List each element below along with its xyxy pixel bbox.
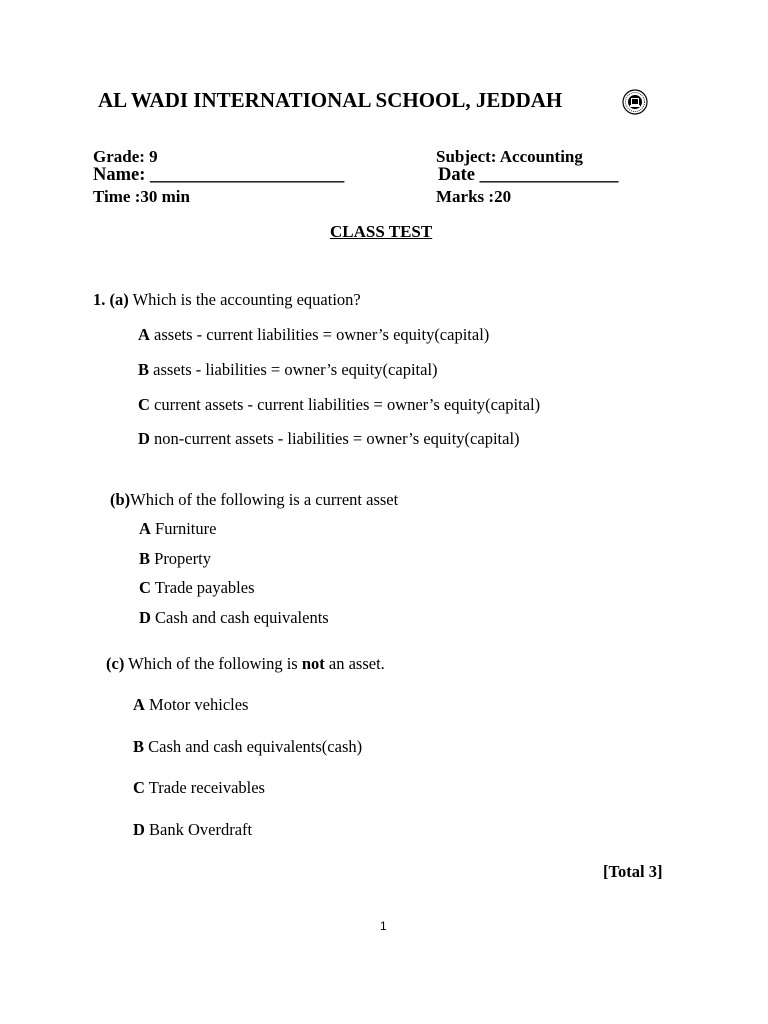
option-letter: A bbox=[138, 325, 150, 344]
marks-label: Marks :20 bbox=[436, 187, 512, 206]
question-text: Which of the following is bbox=[124, 654, 302, 673]
option-1a-b bbox=[138, 360, 438, 380]
question-text: Which is the accounting equation? bbox=[128, 290, 361, 309]
option-1b-b bbox=[139, 549, 211, 569]
option-1c-a bbox=[133, 695, 248, 715]
page-number: 1 bbox=[380, 919, 387, 933]
option-text: current assets - current liabilities = owner’s equity(capital) bbox=[149, 395, 541, 414]
option-letter: C bbox=[139, 578, 151, 597]
option-text: Furniture bbox=[150, 519, 217, 538]
option-1a-a bbox=[138, 325, 489, 345]
question-text: Which of the following is a current asset bbox=[130, 490, 399, 509]
question-text: an asset. bbox=[324, 654, 385, 673]
option-text: assets - liabilities = owner’s equity(capital) bbox=[149, 360, 438, 379]
time-label: Time :30 min bbox=[93, 187, 190, 206]
option-1a-d bbox=[138, 429, 520, 449]
option-1b-d bbox=[139, 608, 329, 628]
name-field-label: Name: _____________________ bbox=[93, 165, 345, 185]
option-text: Bank Overdraft bbox=[144, 820, 253, 839]
question-1b bbox=[110, 490, 398, 510]
question-number: (c) bbox=[106, 654, 125, 673]
option-text: Trade payables bbox=[150, 578, 255, 597]
question-1a bbox=[93, 290, 361, 310]
question-number: 1. (a) bbox=[93, 290, 129, 309]
option-1c-d bbox=[133, 820, 252, 840]
option-text: Cash and cash equivalents bbox=[150, 608, 329, 627]
grade-label: Grade: 9 bbox=[93, 147, 158, 166]
option-letter: B bbox=[139, 549, 151, 568]
option-1c-c bbox=[133, 778, 265, 798]
option-letter: B bbox=[138, 360, 150, 379]
option-letter: C bbox=[138, 395, 150, 414]
option-text: Property bbox=[150, 549, 211, 568]
option-text: Cash and cash equivalents(cash) bbox=[144, 737, 363, 756]
test-title: CLASS TEST bbox=[330, 222, 433, 241]
option-letter: D bbox=[139, 608, 151, 627]
option-text: Motor vehicles bbox=[144, 695, 249, 714]
option-letter: D bbox=[138, 429, 150, 448]
question-1c bbox=[106, 654, 385, 674]
school-name: AL WADI INTERNATIONAL SCHOOL, JEDDAH bbox=[98, 88, 563, 112]
option-letter: A bbox=[139, 519, 151, 538]
option-text: assets - current liabilities = owner’s equity(capital) bbox=[149, 325, 490, 344]
option-text: non-current assets - liabilities = owner’s equity(capital) bbox=[149, 429, 520, 448]
option-1a-c bbox=[138, 395, 540, 415]
option-letter: D bbox=[133, 820, 145, 839]
option-1b-c bbox=[139, 578, 255, 598]
option-1c-b bbox=[133, 737, 362, 757]
option-letter: A bbox=[133, 695, 145, 714]
option-1b-a bbox=[139, 519, 216, 539]
school-seal-icon bbox=[622, 89, 648, 115]
option-text: Trade receivables bbox=[144, 778, 265, 797]
question-emphasis: not bbox=[301, 654, 325, 673]
date-field-label: Date _______________ bbox=[438, 165, 619, 185]
total-marks: [Total 3] bbox=[603, 862, 663, 881]
option-letter: B bbox=[133, 737, 145, 756]
option-letter: C bbox=[133, 778, 145, 797]
question-number: (b) bbox=[110, 490, 131, 509]
subject-label: Subject: Accounting bbox=[436, 147, 583, 166]
